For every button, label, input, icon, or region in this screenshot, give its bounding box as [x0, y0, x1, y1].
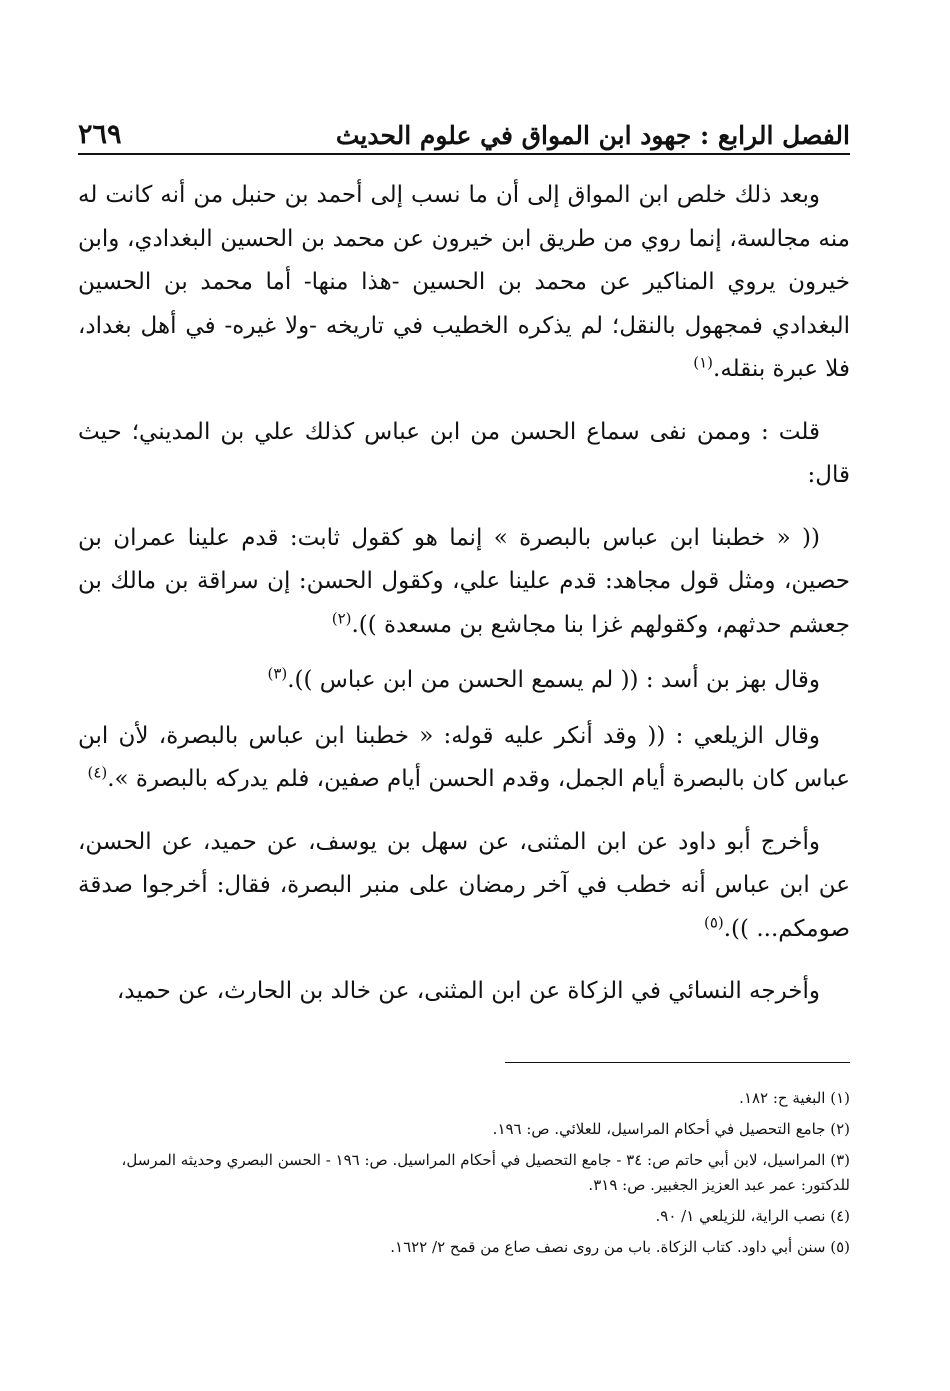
- paragraph: (( « خطبنا ابن عباس بالبصرة » إنما هو كقول ثابت: قدم علينا عمران بن حصين، ومثل قول مجاهد: قدم علينا علي، وكقول الحسن: إن سراقة بن مالك بن جعشم حدثهم، وكقولهم غزا بنا مجاشع بن مسعدة )).$^{(٢)}$: [78, 524, 851, 638]
- footnote: (٢) جامع التحصيل في أحكام المراسيل، للعلائي. ص: ١٩٦.: [492, 1120, 850, 1138]
- paragraph: وأخرج أبو داود عن ابن المثنى، عن سهل بن يوسف، عن حميد، عن الحسن، عن ابن عباس أنه خطب في آخر رمضان على منبر البصرة، فقال: أخرجوا صدقة صومكم... )).$^{(٥)}$: [78, 828, 850, 942]
- paragraph: قلت : وممن نفى سماع الحسن من ابن عباس كذلك علي بن المديني؛ حيث قال:: [78, 418, 850, 488]
- running-header: [78, 104, 850, 150]
- paragraph: وقال الزيلعي : (( وقد أنكر عليه قوله: « خطبنا ابن عباس بالبصرة، لأن ابن عباس كان بالبصرة أيام الجمل، وقدم الحسن أيام صفين، فلم يدركه بالبصرة ».$^{(٤)}$: [78, 722, 850, 792]
- footnote-ref: (٥): [703, 912, 724, 931]
- footnotes: [78, 1086, 850, 1266]
- footnote: (٣) المراسيل، لابن أبي حاتم ص: ٣٤ - جامع التحصيل في أحكام المراسيل. ص: ١٩٦ - الحسن البصري وحديثه المرسل، للدكتور: عمر عبد العزيز الجغبير. ص: ٣١٩.: [121, 1151, 850, 1194]
- footnote-ref: (٢): [331, 608, 352, 627]
- paragraph: وبعد ذلك خلص ابن المواق إلى أن ما نسب إلى أحمد بن حنبل من أنه كانت له منه مجالسة، إنما روي من طريق ابن خيرون عن محمد بن الحسين البغدادي، وابن خيرون يروي المناكير عن محمد بن الحسين -هذا منها- أما محمد بن الحسين البغدادي فمجهول بالنقل؛ لم يذكره الخطيب في تاريخه -ولا غيره- في أهل بغداد، فلا عبرة بنقله.$^{(١)}$: [78, 182, 850, 382]
- footnote-ref: (٣): [267, 664, 288, 683]
- paragraph: وأخرجه النسائي في الزكاة عن ابن المثنى، عن خالد بن الحارث، عن حميد،: [116, 978, 820, 1004]
- footnote: (٥) سنن أبي داود. كتاب الزكاة. باب من روى نصف صاع من قمح ٢/ ١٦٢٢.: [390, 1238, 850, 1256]
- footnote: (٤) نصب الراية، للزيلعي ١/ ٩٠.: [655, 1207, 850, 1225]
- header-divider: [78, 153, 850, 155]
- footnote-ref: (١): [693, 353, 714, 372]
- paragraph: وقال بهز بن أسد : (( لم يسمع الحسن من ابن عباس )).$^{(٣)}$: [267, 664, 820, 693]
- footnote-ref: (٤): [87, 763, 108, 782]
- chapter-title: الفصل الرابع : جهود ابن المواق في علوم الحديث: [335, 121, 850, 150]
- page-number: ٢٦٩: [78, 119, 122, 150]
- main-text: [78, 174, 850, 1033]
- footnote-divider: [505, 1062, 850, 1063]
- footnote: (١) البغية ح: ١٨٢.: [739, 1089, 850, 1107]
